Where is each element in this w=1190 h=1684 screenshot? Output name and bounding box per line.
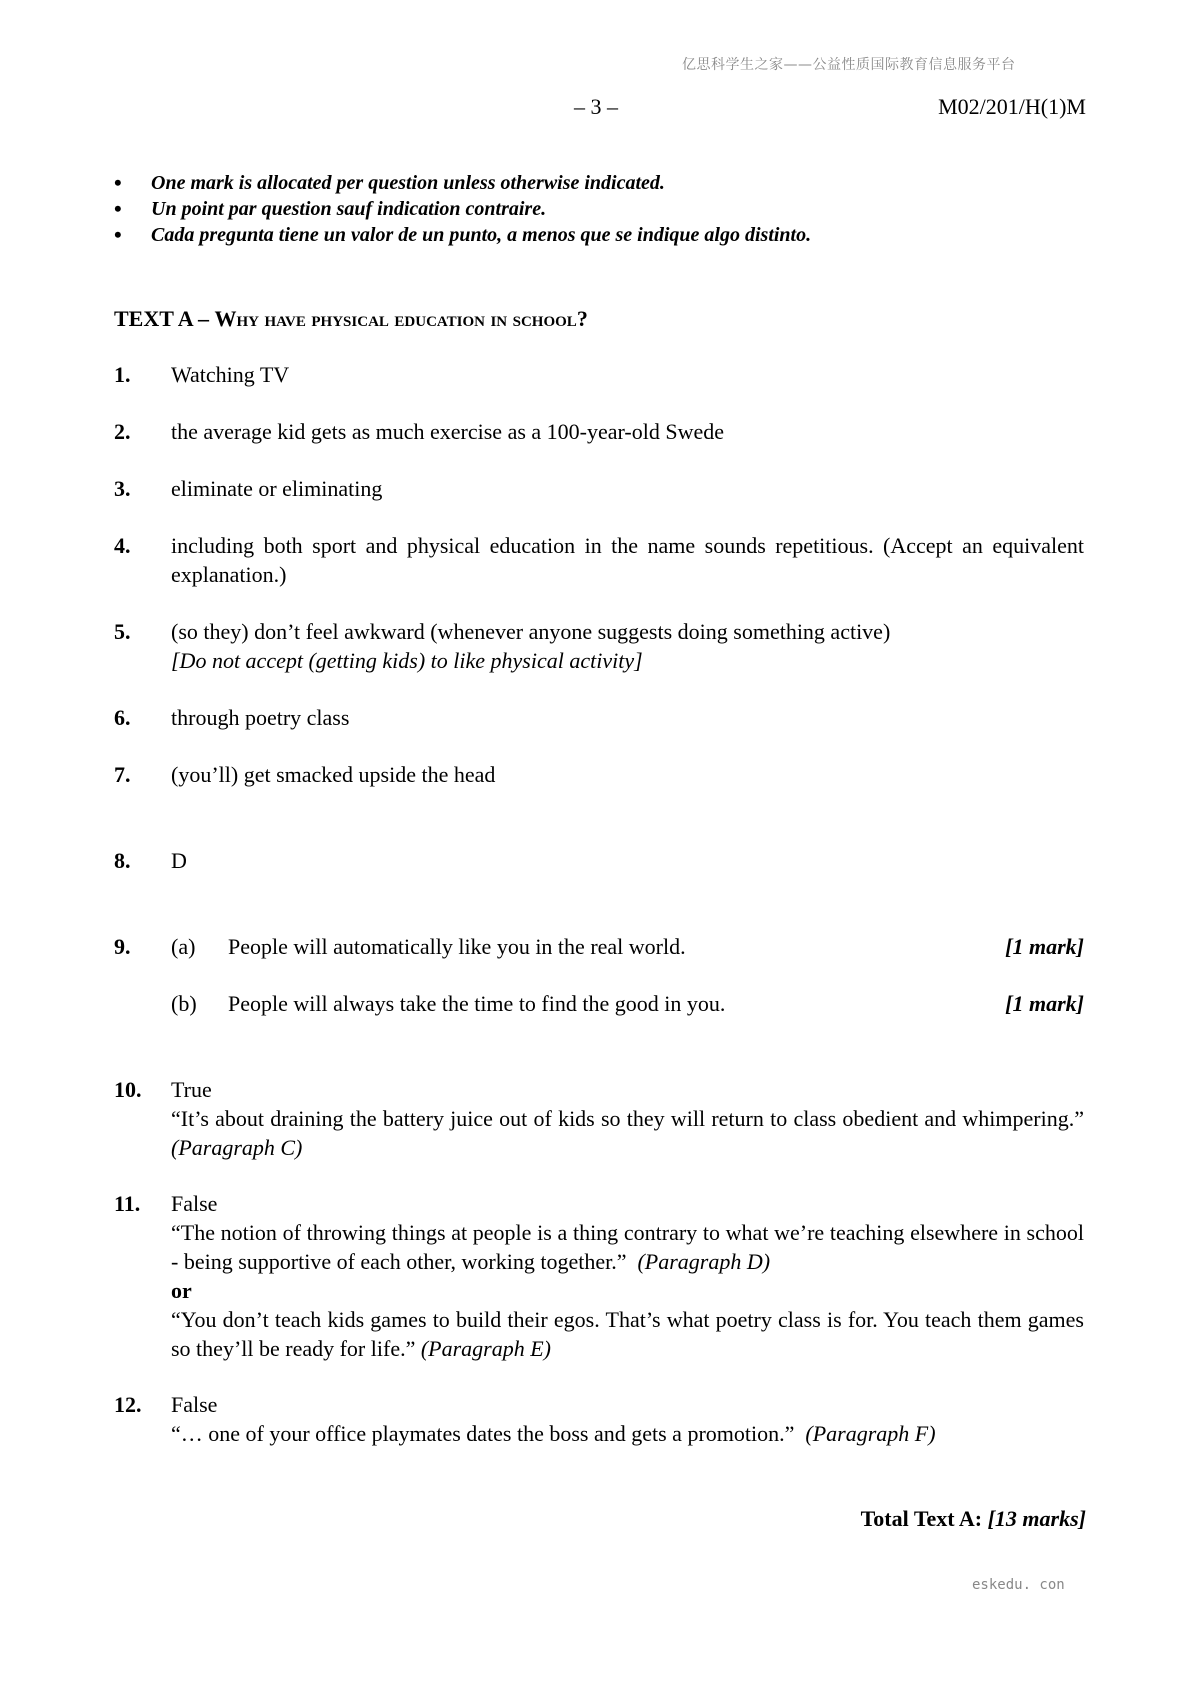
verdict: False [171, 1392, 218, 1417]
instruction-item: • Un point par question sauf indication contraire. [114, 196, 547, 221]
answer-block [171, 1075, 1084, 1162]
paragraph-ref: (Paragraph E) [420, 1336, 551, 1361]
alternative-or: or [171, 1278, 192, 1303]
answer-text: including both sport and physical education in the name sounds repetitious. (Accept an equivalent explanation.) [171, 533, 1084, 587]
question-9-part-a [114, 932, 1084, 961]
question-number: 11. [114, 1191, 141, 1216]
paragraph-ref: (Paragraph C) [171, 1135, 303, 1160]
answer-text: D [171, 848, 187, 873]
question-number: 5. [114, 619, 131, 644]
document-code: M02/201/H(1)M [938, 94, 1086, 119]
answer-block [171, 1189, 1084, 1363]
answer-text: eliminate or eliminating [171, 476, 383, 501]
mark-allocation: [1 mark] [1005, 991, 1084, 1016]
question-number: 6. [114, 705, 131, 730]
paragraph-ref: (Paragraph F) [805, 1421, 936, 1446]
supporting-quote: “You don’t teach kids games to build their egos. That’s what poetry class is for. You teach them games so they’ll be ready for life.” (Paragraph E) [171, 1307, 1084, 1361]
part-label: (a) [171, 934, 196, 959]
question-number: 4. [114, 533, 131, 558]
instruction-item: • One mark is allocated per question unless otherwise indicated. [114, 170, 665, 195]
question-number: 9. [114, 934, 131, 959]
marker-note: [Do not accept (getting kids) to like physical activity] [171, 648, 643, 673]
supporting-quote: “… one of your office playmates dates the boss and gets a promotion.” (Paragraph F) [171, 1421, 936, 1446]
total-value: [13 marks] [987, 1506, 1086, 1531]
mark-allocation: [1 mark] [1005, 934, 1084, 959]
bullet-icon: • [114, 222, 122, 247]
question-number: 7. [114, 762, 131, 787]
answer-text: Watching TV [171, 362, 290, 387]
page-number: – 3 – [574, 94, 618, 119]
question-number: 10. [114, 1077, 142, 1102]
question-number: 2. [114, 419, 131, 444]
question-number: 8. [114, 848, 131, 873]
verdict: False [171, 1191, 218, 1216]
section-prefix: TEXT A – [114, 306, 209, 331]
total-marks [861, 1506, 1086, 1532]
supporting-quote: “The notion of throwing things at people is a thing contrary to what we’re teaching elsewhere in school - being supportive of each other, working together.” (Paragraph D) [171, 1220, 1084, 1274]
question-9-part-b [114, 989, 1084, 1018]
answer-text: the average kid gets as much exercise as a 100-year-old Swede [171, 419, 724, 444]
answer-text: (so they) don’t feel awkward (whenever anyone suggests doing something active) [171, 619, 891, 644]
part-label: (b) [171, 991, 197, 1016]
total-label: Total Text A: [860, 1506, 983, 1531]
section-heading [114, 306, 588, 332]
verdict: True [171, 1077, 212, 1102]
answer-text: People will always take the time to find the good in you. [228, 991, 726, 1016]
instruction-item: • Cada pregunta tiene un valor de un punto, a menos que se indique algo distinto. [114, 222, 812, 247]
answer-block [171, 617, 1084, 675]
instructions-list [114, 172, 1014, 250]
question-number: 12. [114, 1392, 142, 1417]
bullet-icon: • [114, 196, 122, 221]
footer-watermark: eskedu. con [972, 1577, 1065, 1593]
bullet-icon: • [114, 170, 122, 195]
supporting-quote: “It’s about draining the battery juice out of kids so they will return to class obedient and whimpering.” (Paragraph C) [171, 1106, 1084, 1160]
answer-text: through poetry class [171, 705, 350, 730]
answer-text: People will automatically like you in the real world. [228, 934, 686, 959]
question-number: 3. [114, 476, 131, 501]
section-title: Why have physical education in school? [214, 306, 588, 331]
paragraph-ref: (Paragraph D) [637, 1249, 771, 1274]
answer-text: (you’ll) get smacked upside the head [171, 762, 496, 787]
answer-block [171, 1390, 1084, 1448]
header-watermark: 亿思科学生之家——公益性质国际教育信息服务平台 [682, 57, 1016, 73]
question-number: 1. [114, 362, 131, 387]
